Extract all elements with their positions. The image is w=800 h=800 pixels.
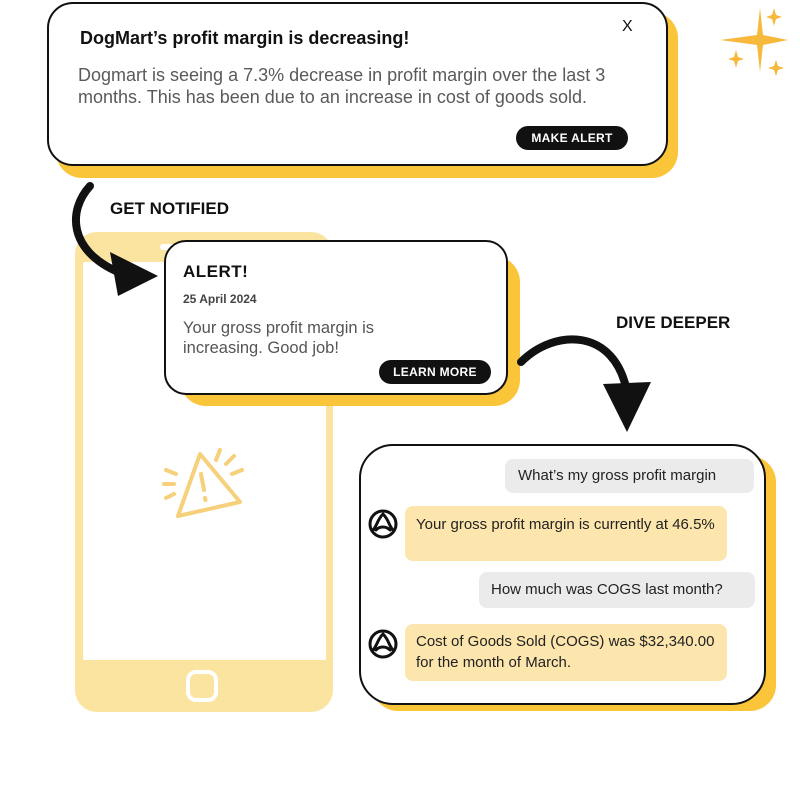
curved-arrow-icon (515, 328, 660, 438)
close-button[interactable]: X (622, 18, 633, 35)
sparkles-icon (714, 2, 798, 82)
alert-title: ALERT! (183, 262, 249, 281)
phone-home-button (186, 670, 218, 702)
learn-more-button[interactable]: LEARN MORE (379, 360, 491, 384)
make-alert-button[interactable]: MAKE ALERT (516, 126, 628, 150)
notification-title: DogMart’s profit margin is decreasing! (80, 28, 410, 48)
bot-message: Your gross profit margin is currently at 46.5% (405, 506, 727, 561)
bot-avatar-icon (367, 508, 399, 540)
bot-avatar-icon (367, 628, 399, 660)
curved-arrow-icon (60, 180, 170, 300)
user-message: How much was COGS last month? (479, 572, 755, 608)
user-message: What’s my gross profit margin (505, 459, 754, 493)
bot-message: Cost of Goods Sold (COGS) was $32,340.00 for the month of March. (405, 624, 727, 681)
warning-icon (160, 444, 250, 524)
alert-date: 25 April 2024 (183, 292, 257, 306)
dive-deeper-label: DIVE DEEPER (616, 313, 731, 332)
notification-body: Dogmart is seeing a 7.3% decrease in profit margin over the last 3 months. This has been due to an increase in cost of goods sold. (78, 65, 606, 107)
alert-body: Your gross profit margin is increasing. Good job! (183, 319, 375, 357)
get-notified-label: GET NOTIFIED (110, 199, 229, 218)
